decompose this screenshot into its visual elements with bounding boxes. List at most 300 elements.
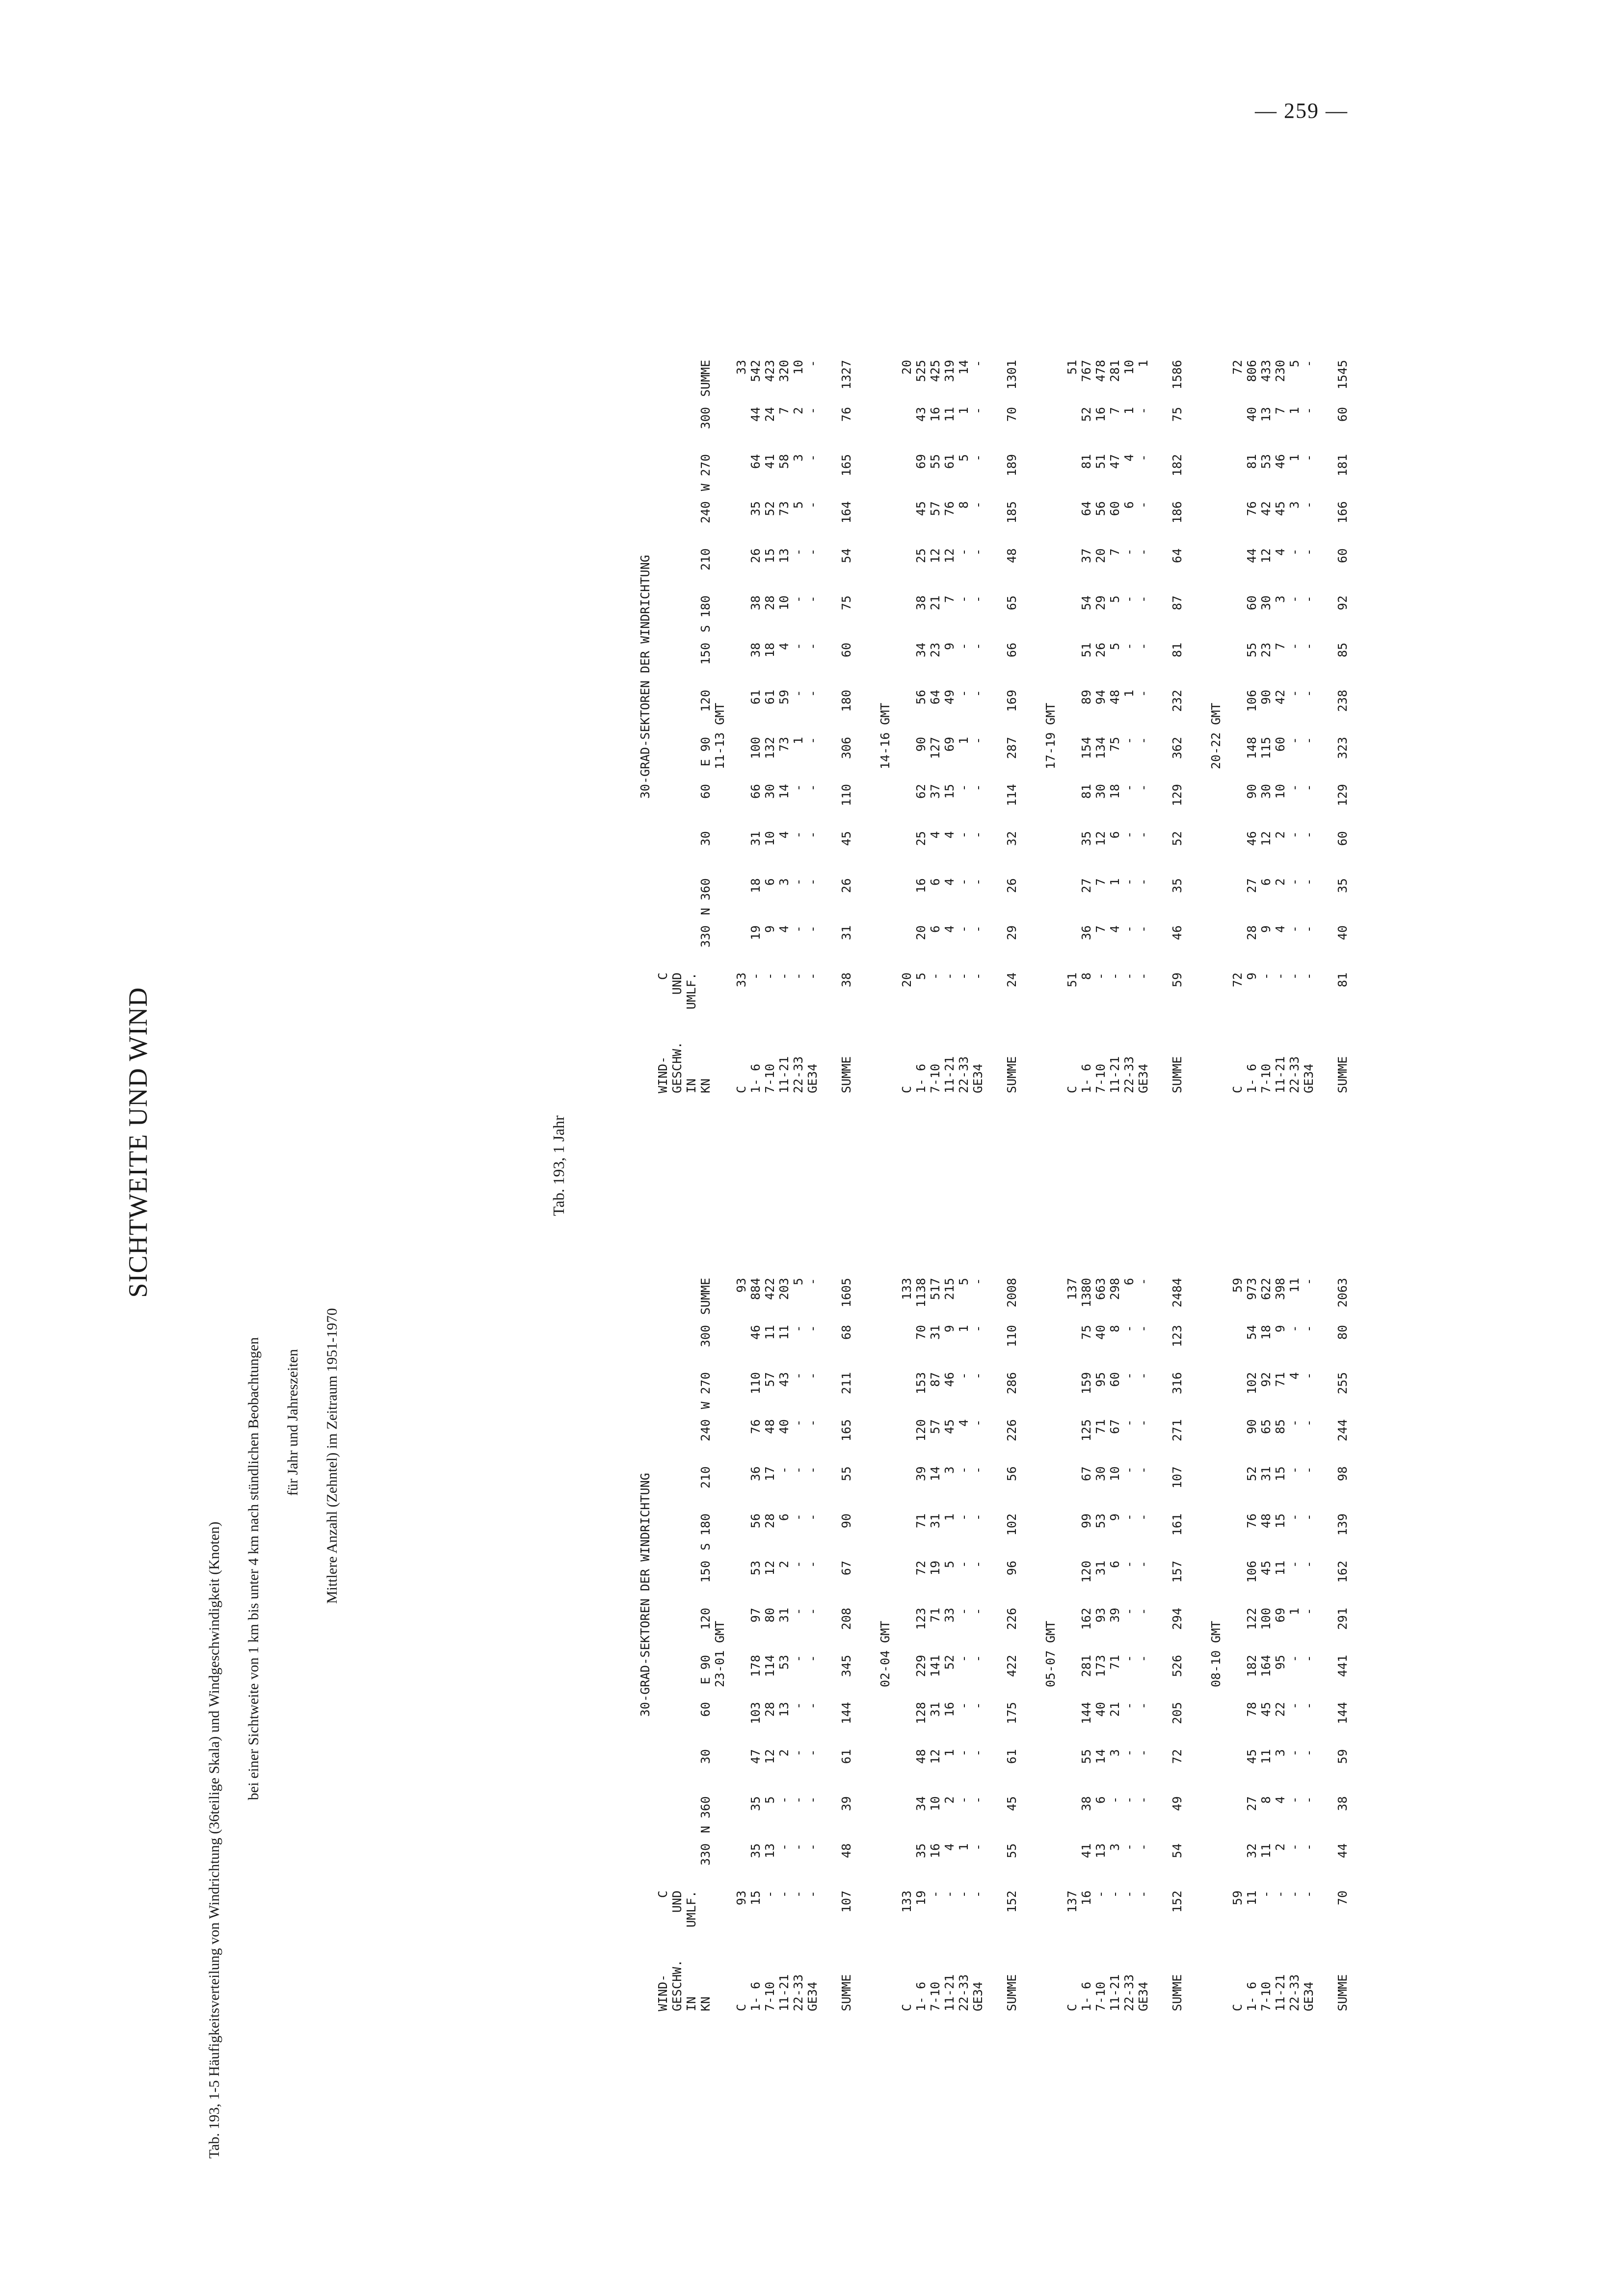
right-cell: - [1302,501,1316,509]
right-cell: 75 [1108,737,1122,752]
right-row-label: 1- 6 [748,1063,763,1093]
left-cell: - [1136,1278,1150,1286]
left-cell: - [957,1702,971,1710]
left-cell: - [971,1466,985,1474]
right-cell: - [1259,972,1273,980]
right-cell: 33 [734,360,748,375]
left-cell: 17 [763,1466,777,1482]
left-cell: 12 [763,1749,777,1764]
left-cell: - [957,1372,971,1380]
left-cell: 39 [839,1796,853,1811]
right-cell: 20 [900,972,914,988]
left-cell: - [1136,1513,1150,1521]
left-header-row [698,1278,713,2011]
left-cell: 45 [1259,1561,1273,1576]
left-cell: - [805,1419,820,1427]
right-cell: 85 [1335,643,1350,658]
left-cell [1230,1419,1245,1466]
right-data-row [734,360,748,1093]
left-cell [900,1608,914,1655]
right-cell: 29 [1005,925,1019,941]
right-cell: 25 [914,548,928,564]
left-cell: 60 [1108,1372,1122,1387]
left-cell [734,1561,748,1608]
right-data-row [1108,360,1122,1093]
left-row-label: SUMME [1005,1974,1019,2011]
right-cell: - [971,925,985,933]
right-cell: 20 [900,360,914,375]
left-cell: 205 [1170,1702,1184,1725]
left-cell: - [1302,1843,1316,1851]
left-cell: 28 [763,1702,777,1717]
left-cell: - [763,1891,777,1898]
left-data-row [763,1278,777,2011]
right-cell: 14 [777,784,791,799]
right-cell: - [1287,737,1302,745]
right-cell: 189 [1005,454,1019,477]
left-cell: 57 [928,1419,942,1434]
left-cell [1230,1843,1245,1891]
right-cell: - [1136,737,1150,745]
right-cell: 323 [1335,737,1350,759]
left-cell: 6 [1122,1278,1136,1286]
right-cell: - [942,972,957,980]
left-cell: 22 [1273,1702,1287,1717]
right-cell: 55 [1245,643,1259,658]
right-cell: - [791,878,805,886]
right-cell: 186 [1170,501,1184,524]
right-cell: - [805,784,820,792]
right-cell: 185 [1005,501,1019,524]
left-cell: 78 [1245,1702,1259,1717]
left-cell: - [805,1702,820,1710]
right-cell: - [957,972,971,980]
right-cell: 57 [928,501,942,516]
right-header-windgeschw: IN [684,1078,698,1093]
right-cell: 181 [1335,454,1350,477]
right-cell: 5 [1287,360,1302,368]
right-cell: - [1136,454,1150,462]
left-cell: 9 [1273,1325,1287,1333]
right-cell: - [971,501,985,509]
left-cell: 2008 [1005,1278,1019,1308]
left-cell: 18 [1259,1325,1273,1340]
left-cell [1065,1796,1079,1843]
right-cell: 69 [914,454,928,469]
right-cell: 49 [942,690,957,705]
right-cell: 52 [1170,831,1184,846]
right-cell: - [748,972,763,980]
right-cell: 433 [1259,360,1273,382]
right-cell: 23 [1259,643,1273,658]
left-cell: 46 [942,1372,957,1387]
right-gmt-label: 20-22 GMT [1209,702,1223,769]
right-cell: 42 [1259,501,1273,516]
left-cell: 67 [1108,1419,1122,1434]
right-cell: - [1302,972,1316,980]
left-cell: - [1136,1372,1150,1380]
left-cell: 422 [1005,1655,1019,1677]
left-cell: 11 [1273,1561,1287,1576]
left-cell: 2 [942,1796,957,1804]
right-cell: 43 [914,407,928,422]
right-row-label: 7-10 [1259,1063,1273,1093]
left-cell: 4 [1287,1372,1302,1380]
left-cell: 45 [1259,1702,1273,1717]
right-cell: 320 [777,360,791,382]
right-section-0 [713,360,853,1093]
right-cell: 81 [1245,454,1259,469]
left-header-dir: SUMME [698,1278,713,1315]
right-cell [1230,407,1245,454]
right-cell: 7 [1108,407,1122,415]
left-cell [1065,1466,1079,1513]
left-cell: - [805,1372,820,1380]
right-cell: - [791,643,805,650]
left-cell: 144 [1335,1702,1350,1725]
left-cell: 102 [1005,1513,1019,1536]
left-cell: - [1287,1655,1302,1663]
right-cell [900,925,914,972]
left-data-row [900,1278,914,2011]
right-cell: 30 [1259,784,1273,799]
right-cell: 18 [748,878,763,893]
right-cell: 169 [1005,690,1019,712]
left-cell: 107 [1170,1466,1184,1489]
right-sector-title: 30-GRAD-SEKTOREN DER WINDRICHTUNG [638,555,652,799]
left-cell: 55 [1079,1749,1093,1764]
left-cell: - [1302,1796,1316,1804]
left-row-label: 22-33 [791,1974,805,2011]
right-header-dir: 60 [698,784,713,799]
left-row-label: 22-33 [1287,1974,1302,2011]
left-cell: 663 [1093,1278,1108,1300]
right-cell: 44 [748,407,763,422]
left-cell: 40 [1093,1702,1108,1717]
right-cell: 23 [928,643,942,658]
right-cell: - [763,972,777,980]
left-cell: 291 [1335,1608,1350,1630]
right-cell: 4 [777,643,791,650]
right-cell: 1 [1122,690,1136,698]
left-cell [734,1608,748,1655]
left-row-label: 1- 6 [914,1981,928,2011]
right-header-windgeschw: WIND- [656,1056,670,1093]
left-cell: - [805,1325,820,1333]
left-cell: 110 [1005,1325,1019,1348]
left-cell: - [971,1372,985,1380]
right-cell: 60 [1108,501,1122,516]
left-cell: 57 [763,1372,777,1387]
left-cell: 114 [763,1655,777,1677]
left-cell: - [957,1513,971,1521]
left-cell: 93 [734,1891,748,1906]
left-data-row [1122,1278,1136,2011]
right-cell: 81 [1079,454,1093,469]
right-cell: - [1136,407,1150,415]
right-cell: 64 [928,690,942,705]
left-row-label: SUMME [1170,1974,1184,2011]
right-row-label: 22-33 [1122,1056,1136,1093]
right-cell: 54 [839,548,853,564]
left-header-dir: 240 [698,1419,713,1442]
right-cell: - [971,878,985,886]
right-cell: - [1136,831,1150,839]
right-cell: 106 [1245,690,1259,712]
right-cell: 6 [1108,831,1122,839]
left-cell: 133 [900,1891,914,1913]
right-cell: - [1136,501,1150,509]
right-cell: 60 [1245,595,1259,611]
left-data-row [1093,1278,1108,2011]
left-cell: 99 [1079,1513,1093,1529]
right-cell: 59 [1170,972,1184,988]
right-cell: - [1122,548,1136,556]
right-cell: 44 [1245,548,1259,564]
left-cell: 517 [928,1278,942,1300]
left-cell: 244 [1335,1419,1350,1442]
right-cell: 52 [1079,407,1093,422]
left-cell: 2 [777,1749,791,1757]
left-cell: 31 [928,1702,942,1717]
right-cell: 11 [942,407,957,422]
left-cell: 48 [839,1843,853,1859]
left-cell: 61 [1005,1749,1019,1764]
right-cell [900,548,914,595]
left-cell: 11 [1287,1278,1302,1293]
left-cell: - [971,1655,985,1663]
left-cell [900,1843,914,1891]
left-data-row [1170,1278,1184,2011]
left-cell: - [957,1561,971,1568]
left-cell: 103 [748,1702,763,1725]
right-cell: 9 [763,925,777,933]
left-data-row [942,1278,957,2011]
right-cell: 4 [777,831,791,839]
left-cell: 28 [763,1513,777,1529]
right-cell: 46 [1245,831,1259,846]
right-row-label: GE34 [1136,1063,1150,1093]
right-cell: 542 [748,360,763,382]
right-cell: 60 [1335,831,1350,846]
left-gmt-label: 08-10 GMT [1209,1621,1223,1687]
right-cell [1065,548,1079,595]
left-cell: 164 [1259,1655,1273,1677]
right-header-windgeschw: GESCHW. [670,1041,684,1093]
right-cell: 27 [1079,878,1093,893]
right-cell: - [805,925,820,933]
right-data-row [957,360,971,1093]
right-cell: 16 [914,878,928,893]
right-row-label: 22-33 [791,1056,805,1093]
right-cell: 4 [942,925,957,933]
left-cell: - [1122,1608,1136,1616]
left-row-label: 11-21 [1108,1974,1122,2011]
right-row-label: SUMME [1335,1056,1350,1093]
right-data-row [1005,360,1019,1093]
left-header-windgeschw: GESCHW. [670,1959,684,2011]
right-row-label: 22-33 [1287,1056,1302,1093]
right-cell: - [791,831,805,839]
right-header-row [684,360,698,1093]
left-data-row [1273,1278,1287,2011]
right-cell: 73 [777,737,791,752]
right-cell: - [1302,737,1316,745]
left-header-dir: 150 [698,1561,713,1583]
left-cell: 48 [763,1419,777,1434]
left-gmt-label: 02-04 GMT [878,1621,892,1687]
left-cell: 43 [777,1372,791,1387]
right-cell: 30 [1259,595,1273,611]
right-cell: - [1136,878,1150,886]
right-cell: 25 [914,831,928,846]
left-section-1 [878,1278,1019,2011]
right-cell: 164 [839,501,853,524]
right-cell: 100 [748,737,763,759]
right-cell: - [1302,548,1316,556]
left-cell: - [1302,1749,1316,1757]
right-cell: 166 [1335,501,1350,524]
right-header-dir: SUMME [698,360,713,397]
right-row-label: GE34 [971,1063,985,1093]
right-cell: 5 [791,501,805,509]
left-cell: 123 [914,1608,928,1630]
left-row-label: GE34 [1302,1981,1316,2011]
right-cell: 15 [763,548,777,564]
left-cell: 46 [748,1325,763,1340]
left-cell: 10 [928,1796,942,1811]
right-cell: 35 [1079,831,1093,846]
right-gmt-label: 17-19 GMT [1043,702,1058,769]
left-cell: 15 [1273,1513,1287,1529]
right-cell [1230,784,1245,831]
right-cell: 114 [1005,784,1019,807]
right-cell: 76 [839,407,853,422]
left-data-row [1335,1278,1350,2011]
left-cell: 1 [1287,1608,1302,1616]
right-cell: 38 [914,595,928,611]
left-cell: 178 [748,1655,763,1677]
right-cell: 20 [914,925,928,941]
left-cell: 162 [1079,1608,1093,1630]
left-cell: 1 [942,1513,957,1521]
left-cell [1230,1372,1245,1419]
left-cell: 182 [1245,1655,1259,1677]
right-cell [900,690,914,737]
left-cell: 157 [1170,1561,1184,1583]
left-cell: - [1302,1372,1316,1380]
right-cell: 52 [763,501,777,516]
left-cell: 175 [1005,1702,1019,1725]
left-cell: 70 [1335,1891,1350,1906]
left-cell: - [1136,1891,1150,1898]
left-header-dir: W 270 [698,1372,713,1409]
right-cell [734,454,748,501]
right-cell: - [1287,972,1302,980]
right-cell: 230 [1273,360,1287,382]
right-cell: 28 [763,595,777,611]
left-cell: 68 [839,1325,853,1340]
right-header-dir: W 270 [698,454,713,491]
right-cell: 1 [1108,878,1122,886]
left-cell: 13 [1093,1843,1108,1859]
left-cell: 80 [763,1608,777,1623]
left-cell [734,1702,748,1749]
right-row-label: 11-21 [942,1056,957,1093]
right-header-dir: 300 [698,407,713,430]
right-header-c: UND [670,972,684,995]
right-cell [900,643,914,690]
left-cell: 65 [1259,1419,1273,1434]
left-cell: 255 [1335,1372,1350,1395]
right-cell: 26 [1093,643,1108,658]
right-cell: 525 [914,360,928,382]
right-cell: - [971,643,985,650]
left-cell: - [1136,1702,1150,1710]
right-cell: - [1122,925,1136,933]
right-header-dir: 30 [698,831,713,846]
left-header-windgeschw: IN [684,1996,698,2011]
left-cell [1230,1466,1245,1513]
left-cell [1230,1796,1245,1843]
right-cell: 6 [1122,501,1136,509]
right-cell: 26 [1005,878,1019,893]
right-cell: 5 [1108,595,1122,603]
right-cell [1065,831,1079,878]
left-cell: 67 [1079,1466,1093,1482]
right-cell: 38 [748,643,763,658]
right-cell: 287 [1005,737,1019,759]
left-cell [1065,1749,1079,1796]
right-cell: 165 [839,454,853,477]
right-cell: - [1122,972,1136,980]
left-data-row [1287,1278,1302,2011]
left-row-label: 1- 6 [1245,1981,1259,2011]
right-cell: 12 [1259,831,1273,846]
left-cell: 152 [1005,1891,1019,1913]
right-cell: 13 [1259,407,1273,422]
right-cell: 7 [1273,643,1287,650]
left-cell: 31 [1259,1466,1273,1482]
left-cell: 286 [1005,1372,1019,1395]
right-cell: 60 [1273,737,1287,752]
right-row-label: C [900,1085,914,1093]
right-data-row [1136,360,1150,1093]
right-data-row [1245,360,1259,1093]
right-cell: 65 [1005,595,1019,611]
left-cell [1065,1702,1079,1749]
left-cell: 1 [957,1325,971,1333]
right-row-label: 11-21 [1108,1056,1122,1093]
left-cell [734,1843,748,1891]
right-cell: 29 [1093,595,1108,611]
left-cell: 90 [1245,1419,1259,1434]
right-row-label: 1- 6 [1079,1063,1093,1093]
left-cell: - [805,1843,820,1851]
right-cell: - [1287,690,1302,698]
right-cell: - [1122,643,1136,650]
right-cell [1230,878,1245,925]
right-cell: - [1287,925,1302,933]
left-header-dir: 330 [698,1843,713,1866]
left-gmt-label: 05-07 GMT [1043,1621,1058,1687]
left-cell: 32 [1245,1843,1259,1859]
left-header-dir: 210 [698,1466,713,1489]
left-cell [1065,1608,1079,1655]
left-cell: 316 [1170,1372,1184,1395]
right-cell: 7 [1108,548,1122,556]
right-header-dir: S 180 [698,595,713,633]
